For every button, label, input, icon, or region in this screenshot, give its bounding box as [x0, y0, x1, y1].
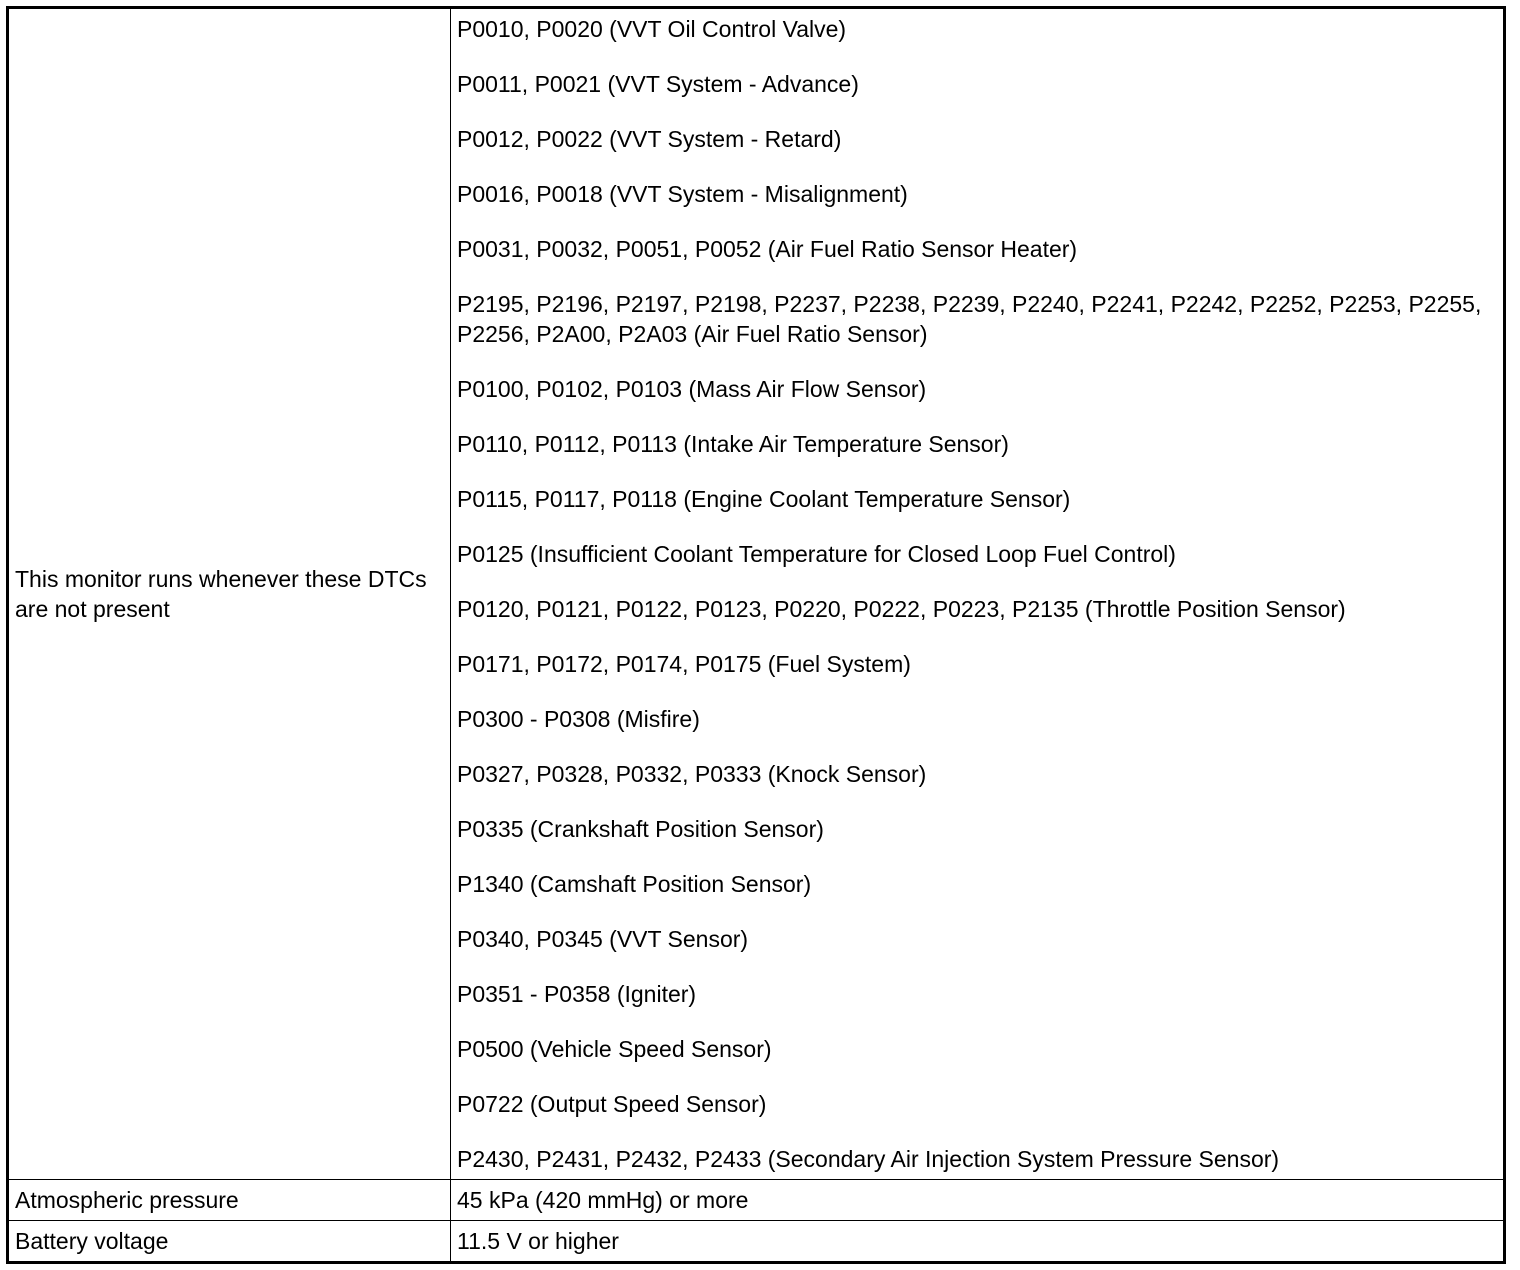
dtc-entry: P0010, P0020 (VVT Oil Control Valve) [457, 16, 847, 42]
conditions-table-frame [6, 6, 1506, 1264]
dtc-entry: P0115, P0117, P0118 (Engine Coolant Temperature Sensor) [457, 486, 1071, 512]
row-label-atmospheric-pressure: Atmospheric pressure [9, 1180, 451, 1221]
dtc-entry: P0031, P0032, P0051, P0052 (Air Fuel Ratio Sensor Heater) [457, 236, 1078, 262]
dtc-entry: P0125 (Insufficient Coolant Temperature for Closed Loop Fuel Control) [457, 541, 1176, 567]
table-row [9, 1180, 1503, 1221]
dtc-entry: P0327, P0328, P0332, P0333 (Knock Sensor) [457, 761, 927, 787]
row-value-atmospheric-pressure: 45 kPa (420 mmHg) or more [451, 1180, 1504, 1221]
dtc-entry: P0016, P0018 (VVT System - Misalignment) [457, 181, 908, 207]
dtc-entry: P0500 (Vehicle Speed Sensor) [457, 1036, 772, 1062]
dtc-entry: P2195, P2196, P2197, P2198, P2237, P2238, P2239, P2240, P2241, P2242, P2252, P2253, P2255, P2256, P2A00, P2A03 (Air Fuel Ratio Sensor) [457, 291, 1482, 347]
dtc-entry: P0722 (Output Speed Sensor) [457, 1091, 767, 1117]
dtc-list-cell [451, 9, 1504, 1180]
row-label-dtc-condition: This monitor runs whenever these DTCs are not present [9, 9, 451, 1180]
dtc-entry: P0012, P0022 (VVT System - Retard) [457, 126, 842, 152]
dtc-entry: P0110, P0112, P0113 (Intake Air Temperature Sensor) [457, 431, 1009, 457]
dtc-entry: P0335 (Crankshaft Position Sensor) [457, 816, 824, 842]
dtc-entry: P0011, P0021 (VVT System - Advance) [457, 71, 859, 97]
dtc-entry: P0171, P0172, P0174, P0175 (Fuel System) [457, 651, 911, 677]
dtc-entry: P0120, P0121, P0122, P0123, P0220, P0222, P0223, P2135 (Throttle Position Sensor) [457, 596, 1346, 622]
dtc-entry: P0340, P0345 (VVT Sensor) [457, 926, 749, 952]
dtc-entry: P2430, P2431, P2432, P2433 (Secondary Air Injection System Pressure Sensor) [457, 1146, 1280, 1172]
dtc-entry: P1340 (Camshaft Position Sensor) [457, 871, 812, 897]
dtc-entry: P0100, P0102, P0103 (Mass Air Flow Sensor) [457, 376, 927, 402]
table-row [9, 1221, 1503, 1262]
table-row [9, 9, 1503, 1180]
monitor-conditions-table [9, 9, 1503, 1261]
dtc-entry: P0300 - P0308 (Misfire) [457, 706, 700, 732]
row-value-battery-voltage: 11.5 V or higher [451, 1221, 1504, 1262]
dtc-entry: P0351 - P0358 (Igniter) [457, 981, 697, 1007]
row-label-battery-voltage: Battery voltage [9, 1221, 451, 1262]
